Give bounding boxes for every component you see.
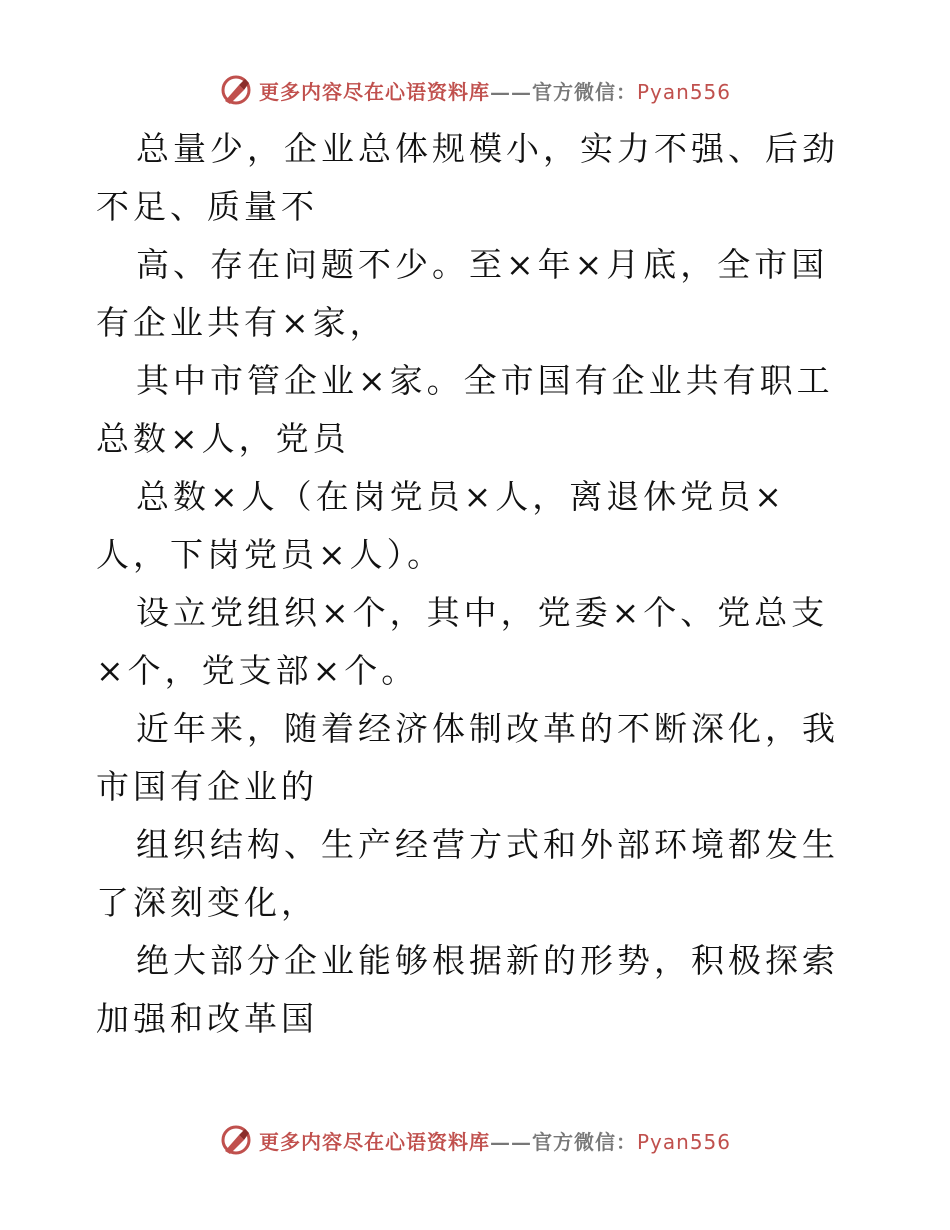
header-wechat-label: 官方微信：: [531, 79, 637, 104]
paragraph: 总数×人（在岗党员×人，离退休党员×人，下岗党员×人）。: [96, 477, 786, 574]
pen-logo-icon: [219, 73, 253, 107]
pen-logo-icon: [219, 1123, 253, 1157]
paragraph: 近年来，随着经济体制改革的不断深化，我市国有企业的: [96, 709, 839, 806]
paragraph: 总量少，企业总体规模小，实力不强、后劲不足、质量不: [96, 129, 839, 226]
paragraph: 其中市管企业×家。全市国有企业共有职工总数×人，党员: [96, 361, 834, 458]
document-body: [96, 120, 856, 1048]
header-banner: [0, 70, 950, 110]
footer-text: [259, 1126, 731, 1155]
footer-wechat-id: Pyan556: [636, 1129, 731, 1154]
paragraph: 绝大部分企业能够根据新的形势，积极探索加强和改革国: [96, 941, 839, 1038]
footer-separator: ——: [489, 1129, 532, 1154]
header-separator: ——: [489, 79, 532, 104]
footer-wechat-label: 官方微信：: [531, 1129, 637, 1154]
header-wechat-id: Pyan556: [636, 79, 731, 104]
paragraph: 高、存在问题不少。至×年×月底，全市国有企业共有×家，: [96, 245, 829, 342]
footer-banner: [0, 1120, 950, 1160]
footer-brand: 更多内容尽在心语资料库: [258, 1129, 490, 1154]
paragraph: 组织结构、生产经营方式和外部环境都发生了深刻变化，: [96, 825, 839, 922]
header-brand: 更多内容尽在心语资料库: [258, 79, 490, 104]
paragraph: 设立党组织×个，其中，党委×个、党总支×个，党支部×个。: [96, 593, 829, 690]
header-text: [259, 76, 731, 105]
